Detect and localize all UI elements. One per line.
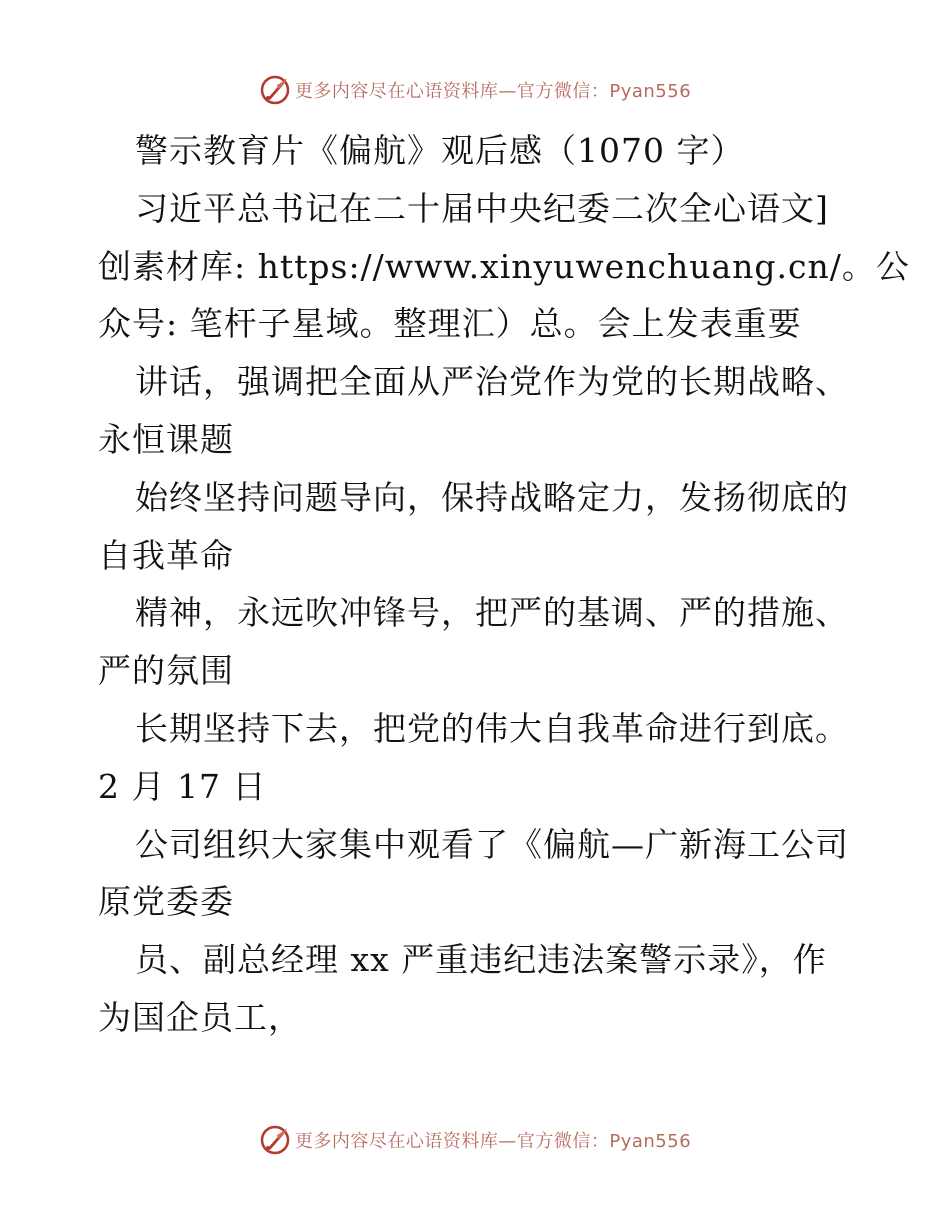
- paragraph-line: 自我革命: [98, 535, 234, 575]
- paragraph-line: 讲话，强调把全面从严治党作为党的长期战略、: [135, 362, 849, 402]
- quill-logo-icon: [259, 74, 291, 106]
- date-line: 2 月 17 日: [98, 766, 267, 806]
- paragraph-line: 精神，永远吹冲锋号，把严的基调、严的措施、: [135, 593, 849, 633]
- paragraph-line: 习近平总书记在二十届中央纪委二次全心语文]: [135, 188, 829, 228]
- paragraph-line: 员、副总经理 xx 严重违纪违法案警示录》，作: [135, 940, 827, 980]
- paragraph-line: 永恒课题: [98, 419, 234, 459]
- paragraph-line: 始终坚持问题导向，保持战略定力，发扬彻底的: [135, 477, 849, 517]
- header-watermark-banner: [0, 70, 950, 110]
- document-body: [98, 122, 910, 1047]
- paragraph-line: 长期坚持下去，把党的伟大自我革命进行到底。: [135, 708, 849, 748]
- quill-logo-icon: [259, 1124, 291, 1156]
- header-watermark-text: 更多内容尽在心语资料库—官方微信：Pyan556: [294, 81, 692, 102]
- paragraph-line: 为国企员工，: [98, 997, 302, 1037]
- paragraph-line: 众号: 笔杆子星域。整理汇）总。会上发表重要: [98, 304, 802, 344]
- footer-watermark-banner: [0, 1120, 950, 1160]
- paragraph-line: 公司组织大家集中观看了《偏航—广新海工公司: [135, 824, 849, 864]
- paragraph-line: 原党委委: [98, 882, 234, 922]
- paragraph-line: 创素材库: https://www.xinyuwenchuang.cn/。公: [98, 246, 910, 286]
- paragraph-line: 严的氛围: [98, 651, 234, 691]
- document-title: 警示教育片《偏航》观后感（1070 字）: [135, 131, 745, 170]
- footer-watermark-text: 更多内容尽在心语资料库—官方微信：Pyan556: [294, 1131, 692, 1152]
